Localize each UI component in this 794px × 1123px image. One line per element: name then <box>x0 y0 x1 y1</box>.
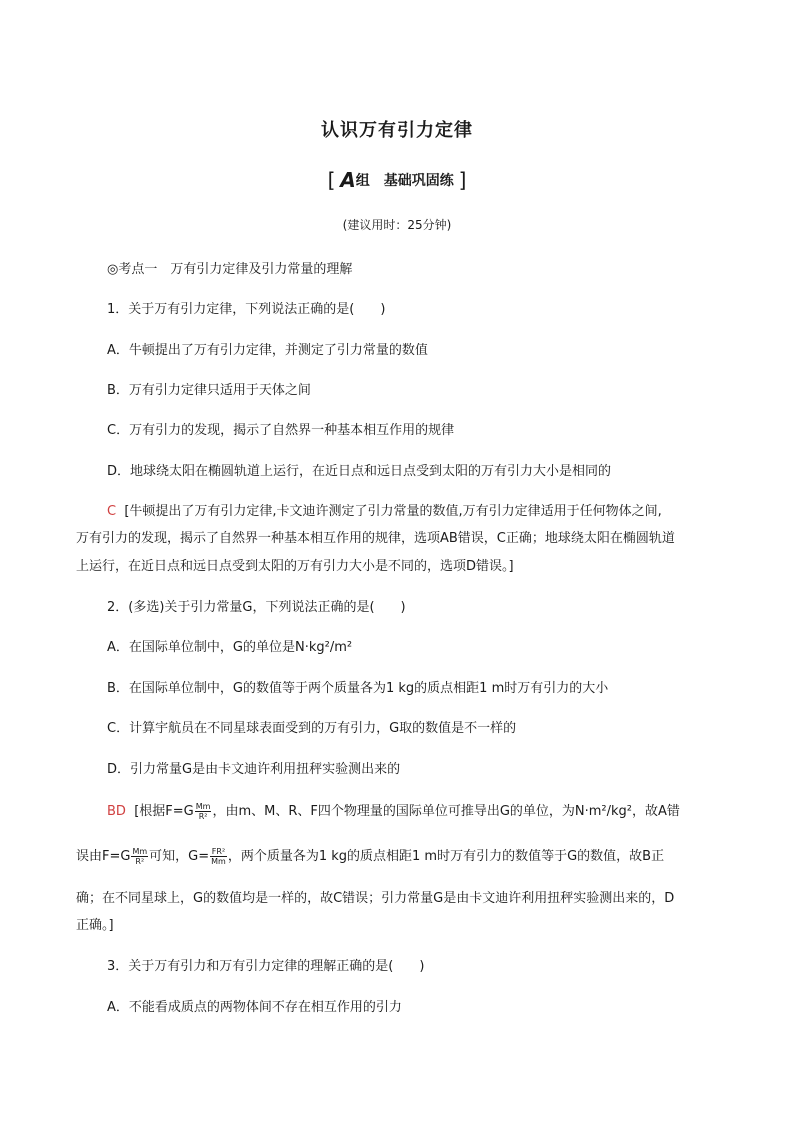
q2-exp2-mid: 可知，G= <box>149 849 210 864</box>
q2-option-c: C．计算宇航员在不同星球表面受到的万有引力，G取的数值是不一样的 <box>107 721 517 736</box>
q2-explanation-line2 <box>76 845 664 866</box>
fraction-fr2-mm <box>210 847 227 866</box>
q1-option-b: B．万有引力定律只适用于天体之间 <box>107 383 311 398</box>
q2-exp2-post: ，两个质量各为1 kg的质点相距1 m时万有引力的数值等于G的数值，故B正 <box>227 849 665 864</box>
q2-explanation-line3: 确；在不同星球上，G的数值均是一样的，故C错误；引力常量G是由卡文迪许利用扭秤实验测出来的，D <box>76 891 675 906</box>
q3-stem: 3．关于万有引力和万有引力定律的理解正确的是( ) <box>107 959 425 974</box>
fraction-denominator: Mm <box>211 857 226 866</box>
bracket-open: [ <box>327 168 336 192</box>
q1-option-c: C．万有引力的发现，揭示了自然界一种基本相互作用的规律 <box>107 423 455 438</box>
q2-explanation-line1 <box>107 800 680 821</box>
page-title: 认识万有引力定律 <box>321 120 473 141</box>
q1-answer: C <box>107 504 117 519</box>
fraction-numerator: Mm <box>132 847 148 856</box>
q1-option-d: D．地球绕太阳在椭圆轨道上运行，在近日点和远日点受到太阳的万有引力大小是相同的 <box>107 464 612 479</box>
q3-option-a: A．不能看成质点的两物体间不存在相互作用的引力 <box>107 1000 402 1015</box>
q2-option-a: A．在国际单位制中，G的单位是N·kg²/m² <box>107 640 353 655</box>
q2-explanation-line4: 正确。] <box>76 918 114 933</box>
q2-exp1-pre: [根据F=G <box>134 804 194 819</box>
q2-option-d: D．引力常量G是由卡文迪许利用扭秤实验测出来的 <box>107 762 401 777</box>
group-header <box>0 168 794 192</box>
q1-explanation-line3: 上运行，在近日点和远日点受到太阳的万有引力大小是不同的，选项D错误。] <box>76 559 514 574</box>
group-letter: A <box>340 168 356 192</box>
q1-explanation-line1 <box>107 500 662 519</box>
q2-exp2-pre: 误由F=G <box>76 849 131 864</box>
q2-option-b: B．在国际单位制中，G的数值等于两个质量各为1 kg的质点相距1 m时万有引力的大小 <box>107 681 609 696</box>
fraction-numerator: FR² <box>211 847 226 856</box>
section-heading: ◎考点一 万有引力定律及引力常量的理解 <box>107 262 353 277</box>
bracket-close: ] <box>458 168 467 192</box>
fraction-denominator: R² <box>198 812 208 821</box>
q2-exp1-post: ，由m、M、R、F四个物理量的国际单位可推导出G的单位，为N·m²/kg²，故A错 <box>212 804 680 819</box>
q1-stem: 1．关于万有引力定律，下列说法正确的是( ) <box>107 302 386 317</box>
fraction-numerator: Mm <box>195 802 211 811</box>
fraction-mm-r2-2 <box>131 847 148 866</box>
q1-explanation-line2: 万有引力的发现，揭示了自然界一种基本相互作用的规律，选项AB错误，C正确；地球绕太阳在椭圆轨道 <box>76 531 675 546</box>
fraction-denominator: R² <box>135 857 145 866</box>
fraction-mm-r2 <box>195 802 212 821</box>
suggested-time: (建议用时：25分钟) <box>342 218 452 232</box>
q2-answer: BD <box>107 804 126 819</box>
q2-stem: 2．(多选)关于引力常量G，下列说法正确的是( ) <box>107 600 406 615</box>
q1-option-a: A．牛顿提出了万有引力定律，并测定了引力常量的数值 <box>107 343 428 358</box>
q1-explanation-text1: [牛顿提出了万有引力定律,卡文迪许测定了引力常量的数值,万有引力定律适用于任何物体之间, <box>124 504 662 519</box>
group-title: 组 基础巩固练 <box>355 173 454 189</box>
